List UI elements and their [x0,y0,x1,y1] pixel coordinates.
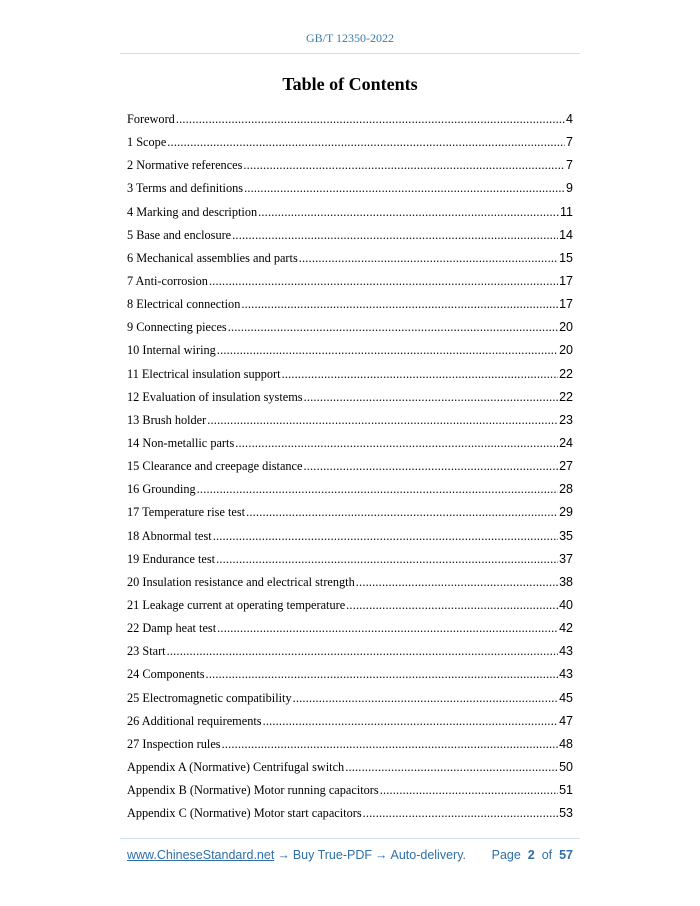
toc-entry-label: 25 Electromagnetic compatibility [127,690,292,705]
toc-entry-page-number: 4 [566,112,573,126]
toc-entry-page-number: 15 [559,250,573,265]
toc-entry-label: 26 Additional requirements [127,713,262,728]
toc-entry-label: Foreword [127,112,175,126]
toc-entry-page-number: 47 [559,713,573,728]
footer [127,848,573,862]
toc-dot-leader [235,432,558,455]
toc-entry-page-number: 7 [566,135,573,150]
toc-entry[interactable] [127,525,573,548]
page-title: Table of Contents [282,74,418,94]
toc-dot-leader [345,756,558,779]
toc-dot-leader [258,201,559,224]
toc-entry[interactable] [127,710,573,733]
footer-divider [120,838,580,839]
toc-entry[interactable] [127,478,573,501]
toc-entry[interactable] [127,501,573,524]
toc-entry-page-number: 42 [559,621,573,636]
toc-dot-leader [293,687,559,710]
toc-entry[interactable] [127,687,573,710]
toc-entry-label: 22 Damp heat test [127,621,217,636]
toc-entry[interactable] [127,108,573,131]
toc-entry[interactable] [127,224,573,247]
toc-entry[interactable] [127,293,573,316]
toc-dot-leader [263,710,559,733]
toc-entry-page-number: 29 [559,505,573,520]
toc-entry[interactable] [127,756,573,779]
toc-entry-label: 16 Grounding [127,482,196,497]
toc-dot-leader [244,177,565,200]
header-divider [120,53,580,54]
toc-entry-page-number: 51 [559,783,573,798]
toc-entry-page-number: 53 [559,806,573,821]
toc-entry-label: Appendix B (Normative) Motor running capacitors [127,783,379,798]
toc-entry-label: 1 Scope [127,135,167,150]
page-indicator [492,848,573,862]
toc-dot-leader [346,594,558,617]
toc-entry[interactable] [127,247,573,270]
page-current: 2 [527,848,535,862]
toc-dot-leader [246,501,558,524]
toc-entry[interactable] [127,663,573,686]
toc-entry-page-number: 43 [559,667,573,682]
toc-dot-leader [209,270,558,293]
toc-dot-leader [167,131,565,154]
toc-dot-leader [303,455,558,478]
toc-dot-leader [380,779,558,802]
toc-entry[interactable] [127,432,573,455]
toc-entry-label: Appendix C (Normative) Motor start capacitors [127,806,362,821]
toc-entry-page-number: 27 [559,459,573,474]
toc-dot-leader [167,640,558,663]
toc-dot-leader [241,293,558,316]
toc-entry-label: 17 Temperature rise test [127,505,246,520]
table-of-contents [127,108,573,825]
document-code-header: GB/T 12350-2022 [305,31,395,45]
toc-entry-label: 23 Start [127,644,166,659]
toc-entry[interactable] [127,594,573,617]
page-total: 57 [559,848,573,862]
toc-dot-leader [217,339,558,362]
toc-entry[interactable] [127,640,573,663]
toc-entry-page-number: 35 [559,528,573,543]
toc-entry-label: 6 Mechanical assemblies and parts [127,250,298,265]
toc-entry[interactable] [127,617,573,640]
toc-dot-leader [206,663,559,686]
page-of: of [541,848,553,862]
toc-dot-leader [356,571,558,594]
toc-entry-label: 20 Insulation resistance and electrical strength [127,574,355,589]
arrow-right-icon: → [277,848,290,862]
toc-dot-leader [213,525,558,548]
toc-entry[interactable] [127,802,573,825]
toc-entry-page-number: 20 [559,343,573,358]
toc-entry-page-number: 22 [559,389,573,404]
toc-entry-label: 12 Evaluation of insulation systems [127,389,303,404]
toc-entry-page-number: 17 [559,297,573,312]
site-link[interactable]: www.ChineseStandard.net [127,848,275,862]
toc-entry-label: 2 Normative references [127,158,243,173]
toc-dot-leader [197,478,558,501]
toc-entry-page-number: 11 [560,204,573,219]
toc-entry-label: 10 Internal wiring [127,343,216,358]
toc-entry[interactable] [127,386,573,409]
toc-entry[interactable] [127,177,573,200]
toc-entry-page-number: 45 [559,690,573,705]
toc-entry-page-number: 9 [566,181,573,196]
toc-entry[interactable] [127,548,573,571]
toc-dot-leader [243,154,565,177]
toc-entry[interactable] [127,733,573,756]
toc-dot-leader [216,548,558,571]
page-word: Page [491,848,521,862]
toc-entry-page-number: 37 [559,551,573,566]
toc-entry[interactable] [127,409,573,432]
toc-entry[interactable] [127,339,573,362]
toc-entry-page-number: 23 [559,412,573,427]
toc-entry[interactable] [127,154,573,177]
toc-entry-label: 5 Base and enclosure [127,227,232,242]
auto-delivery-text: Auto-delivery. [390,848,466,862]
toc-entry-label: 8 Electrical connection [127,297,241,312]
toc-entry-label: 4 Marking and description [127,204,258,219]
toc-entry-page-number: 17 [559,273,573,288]
toc-entry-page-number: 50 [559,759,573,774]
toc-entry[interactable] [127,779,573,802]
toc-entry-page-number: 40 [559,597,573,612]
toc-entry-label: 24 Components [127,667,205,682]
toc-entry-page-number: 38 [559,574,573,589]
toc-dot-leader [304,386,559,409]
toc-entry-page-number: 28 [559,482,573,497]
toc-entry-label: 7 Anti-corrosion [127,273,208,288]
toc-entry-label: 19 Endurance test [127,551,216,566]
toc-dot-leader [232,224,558,247]
toc-entry[interactable] [127,571,573,594]
toc-dot-leader [207,409,558,432]
toc-entry-label: 15 Clearance and creepage distance [127,459,303,474]
toc-entry[interactable] [127,363,573,386]
toc-dot-leader [282,363,559,386]
toc-entry-label: Appendix A (Normative) Centrifugal switch [127,759,345,774]
toc-entry-page-number: 22 [559,366,573,381]
toc-entry-label: 13 Brush holder [127,412,207,427]
toc-dot-leader [217,617,558,640]
toc-entry[interactable] [127,455,573,478]
toc-entry[interactable] [127,316,573,339]
toc-dot-leader [363,802,558,825]
arrow-right-icon: → [375,848,388,862]
toc-entry[interactable] [127,201,573,224]
toc-entry-page-number: 14 [559,227,573,242]
toc-entry-label: 3 Terms and definitions [127,181,244,196]
toc-entry-page-number: 43 [559,644,573,659]
toc-entry-label: 21 Leakage current at operating temperature [127,597,346,612]
toc-entry[interactable] [127,131,573,154]
toc-entry-label: 18 Abnormal test [127,528,212,543]
toc-entry-page-number: 48 [559,736,573,751]
toc-dot-leader [299,247,558,270]
toc-entry-label: 27 Inspection rules [127,736,221,751]
buy-pdf-text: Buy True-PDF [292,848,372,862]
toc-entry-label: 9 Connecting pieces [127,320,227,335]
toc-dot-leader [176,108,565,131]
toc-entry-label: 14 Non-metallic parts [127,435,235,450]
toc-dot-leader [222,733,559,756]
footer-links [127,848,466,862]
toc-entry-page-number: 7 [566,158,573,173]
toc-entry-label: 11 Electrical insulation support [127,366,281,381]
toc-entry-page-number: 24 [559,435,573,450]
toc-entry[interactable] [127,270,573,293]
toc-entry-page-number: 20 [559,320,573,335]
toc-dot-leader [228,316,558,339]
